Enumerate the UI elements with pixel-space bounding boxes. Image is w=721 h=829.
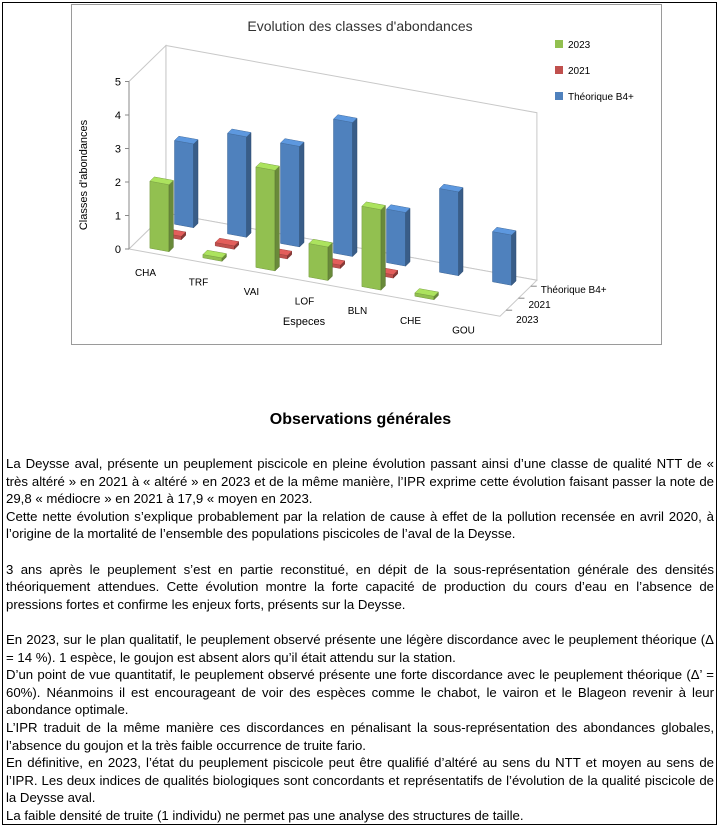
bar-2023-cha [150,177,174,252]
x-tick-label: CHE [399,315,422,327]
x-tick-label: BLN [347,306,368,318]
legend-swatch [555,40,563,48]
depth-tick-label: Théorique B4+ [540,285,607,297]
y-tick-label: 5 [114,76,121,89]
x-tick-label: TRF [188,277,209,289]
legend-swatch [555,92,563,100]
bar-side [275,166,279,271]
bar-side [247,133,251,238]
paragraph: 3 ans après le peuplement s’est en partie reconstitué, en dépit de la sous-représentation générale des densités théoriquement attendues. Cette évolution montre la forte capacité de production du cours d’eau en l’absence de pressions fortes et confirme les enjeux forts, présents sur la Deysse. [6,561,714,612]
paragraph: En définitive, en 2023, l’état du peuplement piscicole peut être qualifié d’altéré au sens du NTT et moyen au sens de l’IPR. Les deux indices de qualités biologiques sont concordants et représentatifs de l’évolution de la qualité piscicole de la Deysse aval. [6,755,714,806]
bar-side [512,231,516,286]
y-tick-label: 2 [114,177,121,189]
paragraph: Cette nette évolution s’explique probablement par la relation de cause à effet de la pollution recensée en avril 2020, à l’origine de la mortalité de l’ensemble des populations piscicoles de l’aval de la Deysse. [6,508,714,542]
depth-tick-label: 2023 [516,315,539,327]
bar-side [194,140,198,228]
paragraph: En 2023, sur le plan qualitatif, le peuplement observé présente une légère discordance avec le peuplement théorique (Δ = 14 %). 1 espèce, le goujon est absent alors qu’il était attendu sur la station. [6,631,714,665]
bar-front [256,167,275,271]
bar-front [493,232,512,286]
x-tick-label: CHA [134,267,157,279]
y-tick-label: 4 [114,110,121,122]
y-tick-label: 0 [114,244,121,256]
y-tick-label: 3 [114,143,121,156]
paragraph: La faible densité de truite (1 individu) ne permet pas une analyse des structures de taille. [6,807,524,823]
bar-th-orique-b4--lof [334,115,358,257]
bar-2023-vai [256,163,280,271]
chart-legend [555,40,634,103]
abundance-3d-bar-chart [72,5,661,344]
observations-text [6,455,714,824]
bar-front [334,119,353,257]
bar-th-orique-b4--che [440,184,464,276]
bar-th-orique-b4--bln [387,205,411,266]
x-axis-label: Especes [282,316,326,328]
legend-label: Théorique B4+ [568,92,634,103]
bar-front [150,181,169,252]
bar-side [169,180,173,251]
legend-label: 2021 [568,66,591,77]
bar-side [459,188,463,276]
x-tick-label: VAI [243,287,260,298]
bar-2023-lof [309,239,333,280]
bar-front [362,206,381,290]
bar-th-orique-b4--vai [281,139,305,247]
bar-2023-bln [362,202,386,290]
bar-front [228,133,247,237]
section-title: Observations générales [269,411,452,428]
paragraph-spacer [6,543,714,561]
legend-label: 2023 [568,40,591,51]
chart-panel [71,4,662,345]
paragraph: D’un point de vue quantitatif, le peuplement observé présente une forte discordance avec le peuplement théorique (Δ’ = 60%). Néanmoins il est encourageant de voir des espèces comme le chabot, le vairon et le Blageon revenir à leur abondance optimale. [6,667,714,718]
bar-th-orique-b4--cha [175,136,199,228]
paragraph: L’IPR traduit de la même manière ces discordances en pénalisant la sous-représentation des abondances globales, l’absence du goujon et la très faible occurrence de truite fario. [6,719,714,753]
bar-side [406,208,410,266]
y-tick-label: 1 [114,210,121,223]
bar-front [440,189,459,276]
legend-swatch [555,66,563,74]
bar-side [353,118,357,256]
x-tick-label: GOU [452,325,475,337]
bar-side [328,243,332,281]
bar-front [387,209,406,266]
bar-th-orique-b4--gou [493,227,517,285]
bar-front [175,141,194,228]
chart-title: Evolution des classes d'abondances [247,18,473,34]
bar-side [381,205,385,290]
depth-tick-label: 2021 [528,300,551,312]
paragraph-spacer [6,613,714,631]
bar-th-orique-b4--trf [228,129,252,237]
x-tick-label: LOF [294,296,315,308]
bar-front [281,143,300,247]
y-axis-label: Classes d'abondances [78,119,90,231]
bar-front [309,244,328,281]
paragraph: La Deysse aval, présente un peuplement piscicole en pleine évolution passant ainsi d’une classe de qualité NTT de « très altéré » en 2021 à « altéré » en 2023 et de la même manière, l’IPR exprime cette évolution faisant passer la note de 29,8 « médiocre » en 2021 à 17,9 « moyen en 2023. [6,456,714,507]
bar-side [300,142,304,247]
